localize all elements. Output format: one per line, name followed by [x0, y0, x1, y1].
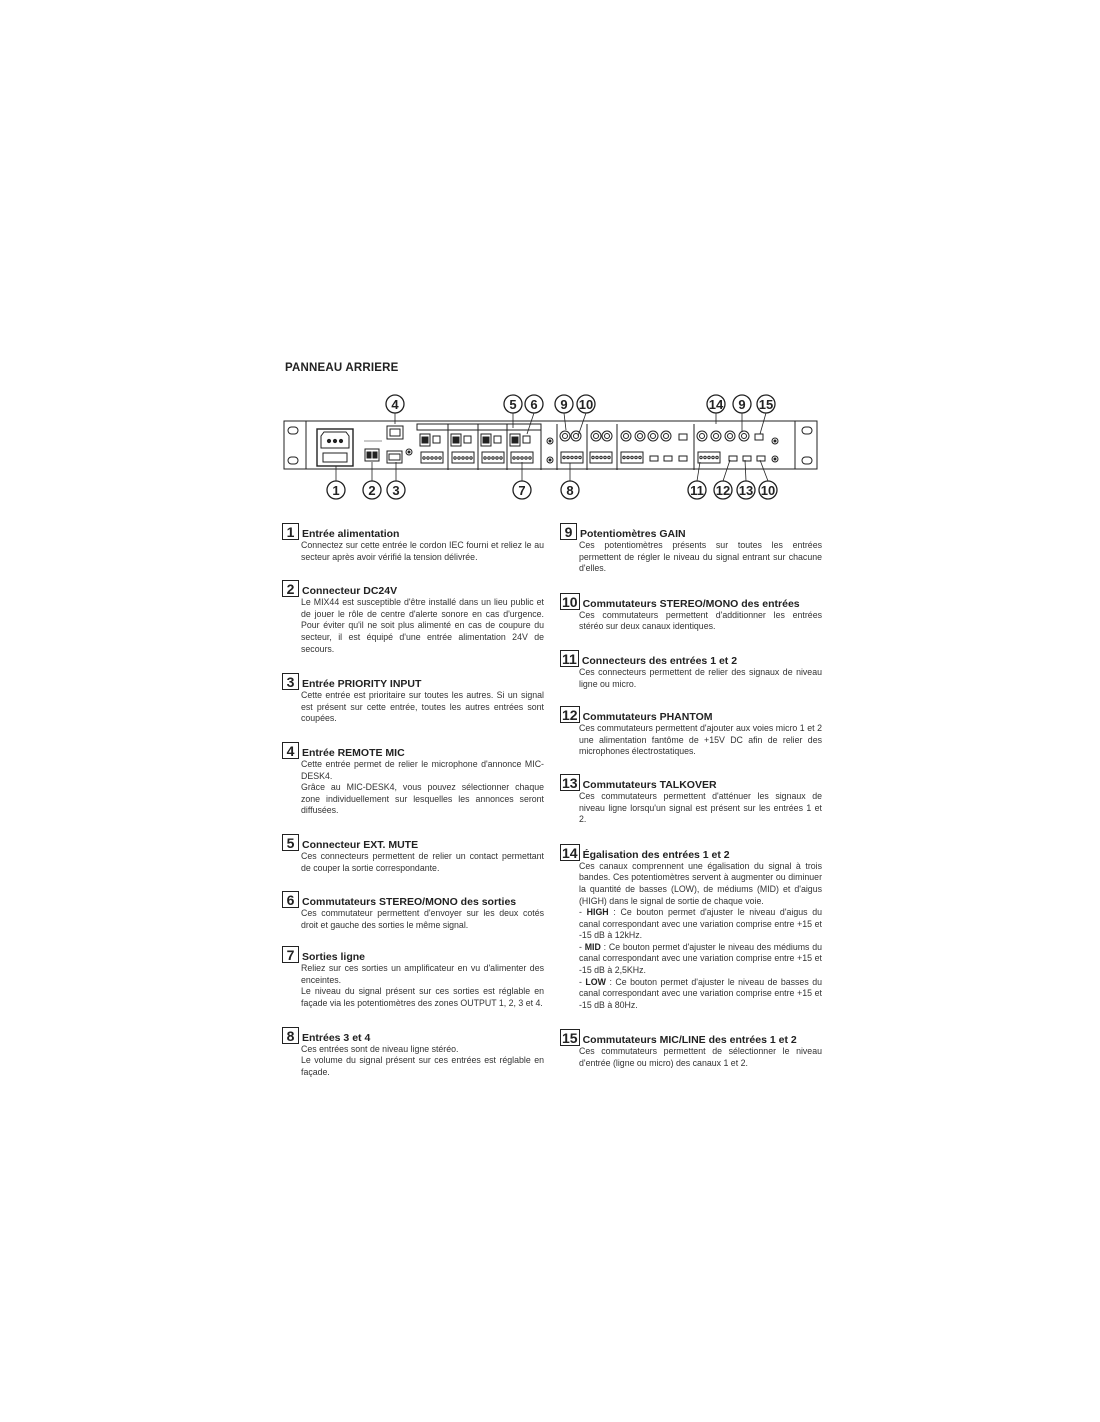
section-number: 7	[282, 946, 299, 963]
left-column	[282, 522, 544, 1078]
section-title: Potentiomètres GAIN	[580, 528, 686, 540]
section-number: 3	[282, 673, 299, 690]
section-paragraph: Connectez sur cette entrée le cordon IEC fourni et reliez le au secteur après avoir vérifié la tension délivrée.	[301, 540, 544, 562]
section-paragraph: Ces commutateurs permettent de sélectionner le niveau d'entrée (ligne ou micro) des canaux 1 et 2.	[579, 1046, 822, 1069]
section-paragraph: Le MIX44 est susceptible d'être installé dans un lieu public et de jouer le rôle de centre d'alerte sonore en cas d'urgence. Pour éviter qu'il ne soit plus alimenté en cas de coupure du secteur, il est équipé d'une entrée alimentation 24V de secours.	[301, 597, 544, 654]
section-13	[560, 773, 822, 826]
section-title: Sorties ligne	[302, 951, 366, 964]
section-title: Entrées 3 et 4	[302, 1031, 371, 1044]
callout-top-6	[733, 395, 751, 413]
section-title: Commutateurs STEREO/MONO des entrées	[582, 597, 800, 610]
section-number: 13	[562, 774, 578, 791]
section-14	[560, 843, 822, 1012]
section-body	[301, 963, 544, 1009]
section-11	[560, 649, 822, 690]
section-header	[560, 1028, 822, 1046]
section-paragraph: - LOW : Ce bouton permet d'ajuster le niveau de basses du canal correspondant avec une variation comprise entre +15 et -15 dB à 80Hz.	[579, 976, 822, 1010]
section-body	[301, 1044, 544, 1079]
section-body	[301, 597, 544, 655]
callout-top-1	[504, 395, 522, 413]
section-paragraph: Ces connecteurs permettent de relier un contact permettant de couper la sortie correspondante.	[301, 850, 544, 873]
section-paragraph: Le volume du signal présent sur ces entrées est réglable en façade.	[301, 1055, 544, 1077]
section-number: 9	[560, 523, 577, 540]
section-12	[560, 705, 822, 758]
section-paragraph: Cette entrée est prioritaire sur toutes les autres. Si un signal est présent sur cette entrée, toutes les autres entrées sont coupées.	[301, 690, 544, 724]
section-title: Commutateurs PHANTOM	[582, 711, 713, 724]
section-header	[560, 592, 822, 610]
callout-bottom-4	[561, 481, 579, 499]
section-header	[282, 1026, 544, 1044]
section-number: 2	[282, 580, 299, 597]
section-4	[282, 741, 544, 817]
section-header	[560, 843, 822, 861]
section-paragraph: Le niveau du signal présent sur ces sorties est réglable en façade via les potentiomètres des zones OUTPUT 1, 2, 3 et 4.	[301, 986, 544, 1009]
section-body	[301, 690, 544, 725]
section-paragraph: Ces connecteurs permettent de relier des signaux de niveau ligne ou micro.	[579, 666, 822, 689]
section-number: 11	[562, 650, 577, 667]
section-header	[282, 579, 544, 597]
section-header	[282, 741, 544, 759]
section-title: Connecteur EXT. MUTE	[302, 838, 419, 851]
callout-top-2	[525, 395, 543, 413]
section-2	[282, 579, 544, 655]
section-5	[282, 833, 544, 874]
section-title: Commutateurs MIC/LINE des entrées 1 et 2	[582, 1034, 797, 1047]
section-title: Connecteur DC24V	[302, 585, 398, 598]
section-header	[282, 945, 544, 963]
callout-bottom-3	[513, 481, 531, 499]
section-body	[301, 540, 544, 563]
page-title: PANNEAU ARRIERE	[285, 362, 399, 374]
section-number: 1	[282, 523, 299, 540]
section-body	[301, 759, 544, 817]
callout-bottom-7	[737, 481, 755, 499]
section-title: Commutateurs STEREO/MONO des sorties	[302, 896, 517, 909]
callout-top-7	[757, 395, 775, 413]
callout-number: 4	[391, 397, 399, 412]
callout-number: 9	[738, 397, 746, 412]
section-header	[282, 890, 544, 908]
section-number: 10	[562, 593, 578, 610]
section-title: Commutateurs TALKOVER	[582, 778, 717, 791]
section-number: 5	[282, 834, 299, 851]
section-header	[560, 522, 822, 540]
section-7	[282, 945, 544, 1009]
callout-number: 7	[518, 483, 526, 498]
callout-number: 5	[509, 397, 517, 412]
section-header	[560, 773, 822, 791]
section-8	[282, 1026, 544, 1079]
callout-number: 2	[368, 483, 376, 498]
section-paragraph: Ces commutateurs permettent d'atténuer les signaux de niveau ligne lorsqu'un signal est présent sur les entrées 1 et 2.	[579, 790, 822, 825]
callout-top-3	[555, 395, 573, 413]
section-paragraph: Cette entrée permet de relier le microphone d'annonce MIC-DESK4.	[301, 758, 544, 781]
section-title: Connecteurs des entrées 1 et 2	[581, 654, 738, 667]
callout-number: 10	[578, 397, 594, 412]
callout-number: 6	[530, 397, 538, 412]
section-body	[579, 610, 822, 633]
callout-number: 13	[738, 483, 754, 498]
section-number: 8	[282, 1027, 299, 1044]
section-header	[282, 522, 544, 540]
section-6	[282, 890, 544, 931]
callout-number: 8	[566, 483, 574, 498]
callout-bottom-5	[688, 481, 706, 499]
callout-bottom-8	[759, 481, 777, 499]
callout-top-5	[707, 395, 725, 413]
section-9	[560, 522, 822, 575]
section-number: 6	[282, 891, 299, 908]
band-label: LOW	[585, 976, 606, 987]
section-header	[282, 672, 544, 690]
section-body	[579, 1046, 822, 1069]
section-body	[301, 851, 544, 874]
section-title: Entrée PRIORITY INPUT	[302, 678, 422, 691]
section-header	[282, 833, 544, 851]
section-body	[301, 908, 544, 931]
rear-panel-diagram	[283, 392, 823, 504]
section-1	[282, 522, 544, 563]
section-paragraph: Ces commutateurs permettent d'additionner les entrées stéréo sur deux canaux identiques.	[579, 609, 822, 632]
section-title: Entrée alimentation	[302, 528, 400, 540]
callout-bottom-1	[363, 481, 381, 499]
callout-top-0	[386, 395, 404, 413]
section-paragraph: Ces entrées sont de niveau ligne stéréo.	[301, 1043, 459, 1054]
callout-number: 11	[690, 483, 704, 498]
section-paragraph: Ces commutateur permettent d'envoyer sur les deux cotés droit et gauche des sorties le même signal.	[301, 908, 544, 930]
section-header	[560, 649, 822, 667]
section-15	[560, 1028, 822, 1069]
callout-number: 10	[760, 483, 776, 498]
band-label: HIGH	[586, 907, 609, 918]
section-body	[579, 540, 822, 575]
section-paragraph: - MID : Ce bouton permet d'ajuster le niveau des médiums du canal correspondant avec une variation comprise entre +15 et -15 dB à 2,5KHz.	[579, 941, 822, 976]
callout-bottom-6	[714, 481, 732, 499]
section-body	[579, 791, 822, 826]
section-paragraph: Grâce au MIC-DESK4, vous pouvez sélectionner chaque zone individuellement sur lesquelles les annonces seront diffusées.	[301, 782, 544, 816]
section-number: 15	[562, 1030, 578, 1047]
callout-number: 3	[392, 483, 400, 498]
callout-number: 15	[758, 397, 774, 412]
section-header	[560, 705, 822, 723]
section-body	[579, 861, 822, 1012]
section-body	[579, 667, 822, 690]
section-number: 4	[282, 742, 299, 759]
section-10	[560, 592, 822, 633]
callout-number: 12	[715, 483, 731, 498]
callout-number: 1	[332, 483, 340, 498]
callout-bottom-2	[387, 481, 405, 499]
band-label: MID	[584, 941, 601, 952]
section-title: Égalisation des entrées 1 et 2	[582, 848, 730, 861]
callout-bottom-0	[327, 481, 345, 499]
section-number: 12	[562, 707, 578, 724]
section-paragraph: Ces potentiomètres présents sur toutes les entrées permettent de régler le niveau du signal entrant sur chacune d'elles.	[579, 540, 822, 574]
section-number: 14	[562, 844, 578, 861]
section-3	[282, 672, 544, 725]
right-column	[560, 522, 822, 1070]
callout-top-4	[577, 395, 595, 413]
section-paragraph: Ces commutateurs permettent d'ajouter aux voies micro 1 et 2 une alimentation fantôme de +15V DC afin de relier des microphones électrostatiques.	[579, 723, 822, 757]
section-body	[579, 723, 822, 758]
section-title: Entrée REMOTE MIC	[302, 746, 405, 759]
section-paragraph: Reliez sur ces sorties un amplificateur en vu d'alimenter des enceintes.	[301, 963, 544, 985]
section-paragraph: - HIGH : Ce bouton permet d'ajuster le niveau d'aigus du canal correspondant avec une variation comprise entre +15 et -15 dB à 12kHz.	[579, 907, 823, 941]
callout-number: 14	[708, 397, 724, 412]
section-paragraph: Ces canaux comprennent une égalisation du signal à trois bandes. Ces potentiomètres servent à augmenter ou diminuer la quantité de basses (LOW), de médiums (MID) et d'aigus (HIGH) dans le signal de sortie de chaque voie.	[579, 860, 822, 906]
callout-number: 9	[560, 397, 568, 412]
